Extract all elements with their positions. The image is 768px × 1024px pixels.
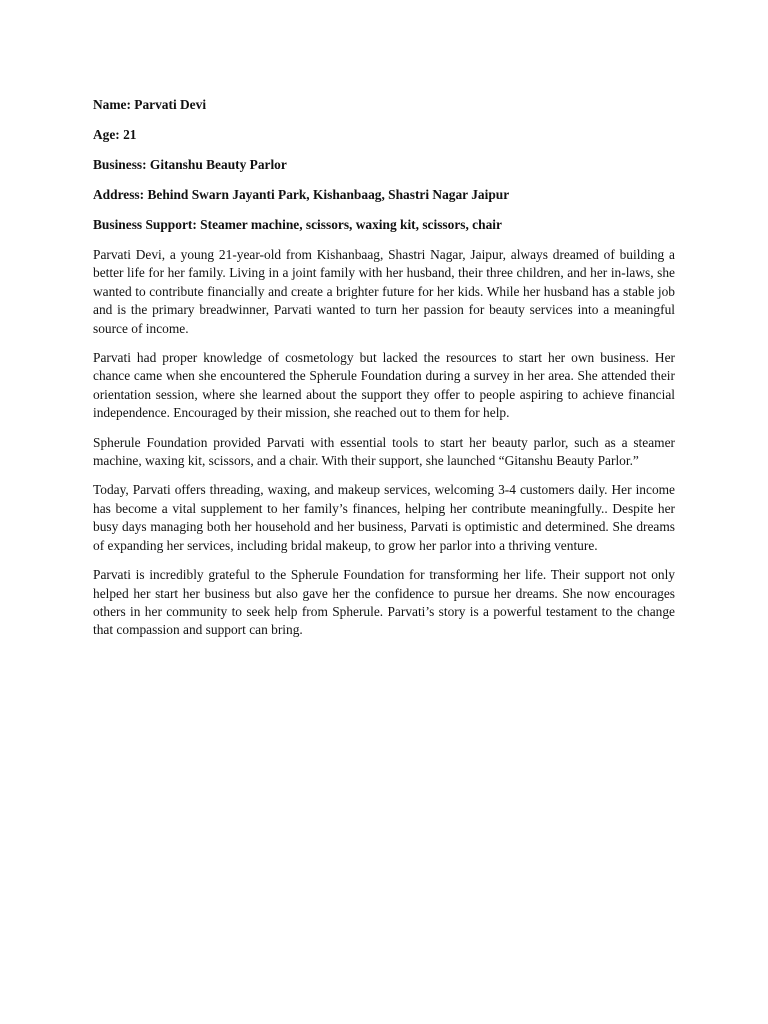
business-field: Business: Gitanshu Beauty Parlor bbox=[93, 157, 287, 172]
address-field: Address: Behind Swarn Jayanti Park, Kishanbaag, Shastri Nagar Jaipur bbox=[93, 187, 510, 202]
paragraph-foundation-contact: Parvati had proper knowledge of cosmetology but lacked the resources to start her own business. Her chance came when she encountered the Spherule Foundation during a survey in her area. She attended their orientation session, where she learned about the support they offer to people aspiring to achieve financial independence. Encouraged by their mission, she reached out to them for help. bbox=[93, 350, 675, 421]
document-page bbox=[93, 96, 675, 651]
name-field: Name: Parvati Devi bbox=[93, 97, 207, 112]
paragraph-intro: Parvati Devi, a young 21-year-old from Kishanbaag, Shastri Nagar, Jaipur, always dreamed of building a better life for her family. Living in a joint family with her husband, their three children, and her in-laws, she wanted to contribute financially and create a brighter future for her kids. While her husband has a stable job and is the primary breadwinner, Parvati wanted to turn her passion for beauty services into a meaningful source of income. bbox=[93, 247, 675, 336]
paragraph-today: Today, Parvati offers threading, waxing, and makeup services, welcoming 3-4 customers daily. Her income has become a vital supplement to her family’s finances, helping her contribute meaningfully.. Despite her busy days managing both her household and her business, Parvati is optimistic and determined. She dreams of expanding her services, including bridal makeup, to grow her parlor into a thriving venture. bbox=[93, 482, 675, 553]
paragraph-support-provided: Spherule Foundation provided Parvati with essential tools to start her beauty parlor, such as a steamer machine, waxing kit, scissors, and a chair. With their support, she launched “Gitanshu Beauty Parlor.” bbox=[93, 434, 675, 469]
business-support-field: Business Support: Steamer machine, scissors, waxing kit, scissors, chair bbox=[93, 217, 502, 232]
age-field: Age: 21 bbox=[93, 127, 137, 142]
paragraph-gratitude: Parvati is incredibly grateful to the Spherule Foundation for transforming her life. Their support not only helped her start her business but also gave her the confidence to pursue her dreams. She now encourages others in her community to seek help from Spherule. Parvati’s story is a powerful testament to the change that compassion and support can bring. bbox=[93, 567, 675, 638]
